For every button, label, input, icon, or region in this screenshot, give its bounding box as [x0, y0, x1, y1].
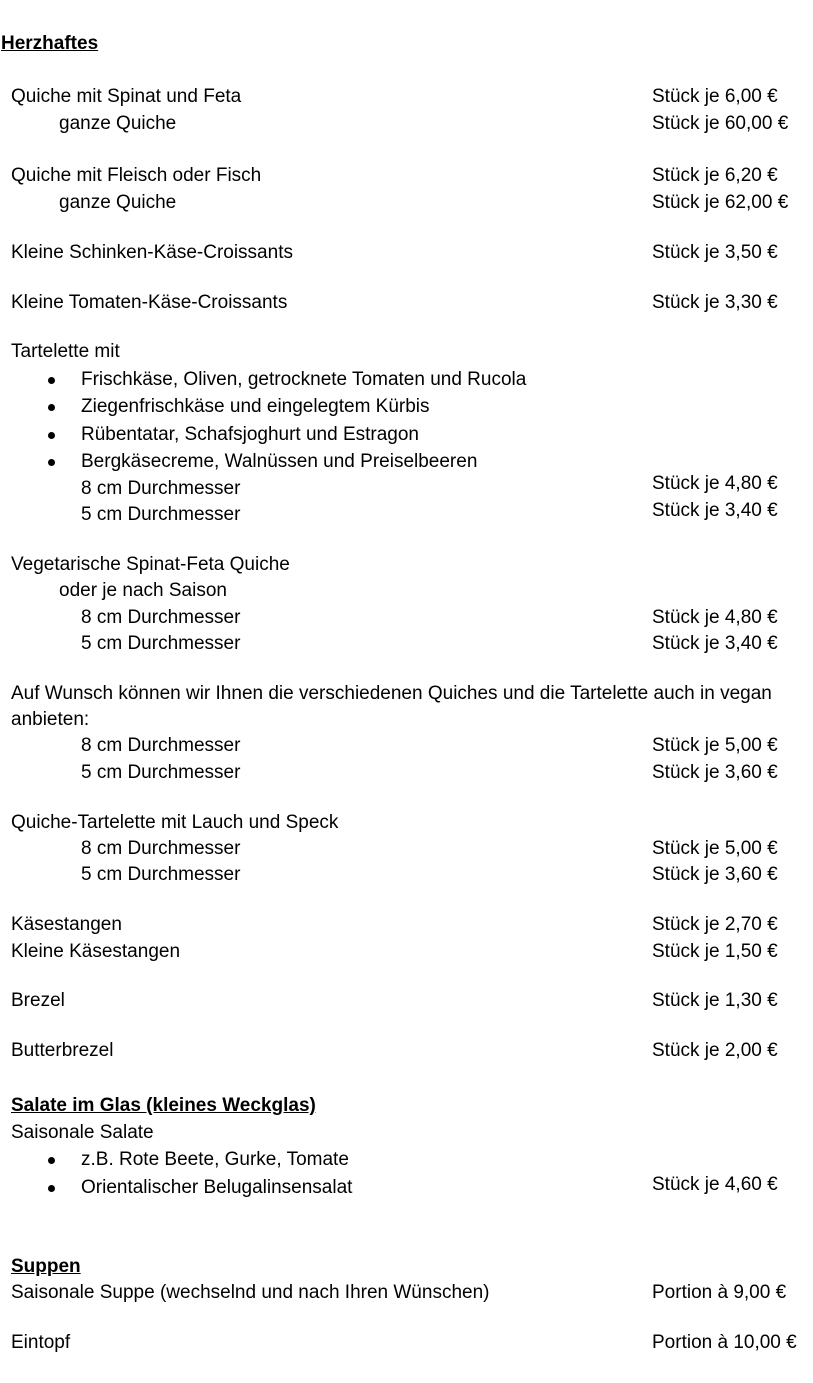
salate-option: z.B. Rote Beete, Gurke, Tomate: [81, 1149, 349, 1170]
section-heading-herzhaftes: Herzhaftes: [1, 33, 99, 54]
item-quiche-spinat-price: Stück je 6,00 €: [652, 86, 778, 107]
item-tomaten-croissants-label: Kleine Tomaten-Käse-Croissants: [11, 292, 288, 313]
bullet-icon: [48, 459, 55, 466]
item-kaesestangen-label: Käsestangen: [11, 914, 122, 935]
item-butterbrezel-label: Butterbrezel: [11, 1040, 114, 1061]
item-saisonale-suppe-label: Saisonale Suppe (wechselnd und nach Ihren Wünschen): [11, 1282, 490, 1303]
section-heading-salate: Salate im Glas (kleines Weckglas): [11, 1095, 316, 1116]
vegan-size8-price: Stück je 5,00 €: [652, 735, 778, 756]
tartelette-option: Frischkäse, Oliven, getrocknete Tomaten und Rucola: [81, 369, 527, 390]
vegan-size8-label: 8 cm Durchmesser: [81, 735, 241, 756]
item-eintopf-price: Portion à 10,00 €: [652, 1332, 797, 1353]
item-kleine-kaesestangen-label: Kleine Käsestangen: [11, 941, 181, 962]
tartelette-option: Ziegenfrischkäse und eingelegtem Kürbis: [81, 396, 430, 417]
item-lauch-label: Quiche-Tartelette mit Lauch und Speck: [11, 812, 339, 833]
lauch-size5-price: Stück je 3,60 €: [652, 864, 778, 885]
vegan-note-line1: Auf Wunsch können wir Ihnen die verschiedenen Quiches und die Tartelette auch in vegan: [11, 683, 772, 704]
veg-quiche-size8-price: Stück je 4,80 €: [652, 607, 778, 628]
bullet-icon: [48, 404, 55, 411]
lauch-size5-label: 5 cm Durchmesser: [81, 864, 241, 885]
veg-quiche-size8-label: 8 cm Durchmesser: [81, 607, 241, 628]
item-veg-quiche-sub: oder je nach Saison: [59, 580, 227, 601]
tartelette-option: Bergkäsecreme, Walnüssen und Preiselbeeren: [81, 451, 478, 472]
item-brezel-label: Brezel: [11, 990, 65, 1011]
bullet-icon: [48, 377, 55, 384]
lauch-size8-label: 8 cm Durchmesser: [81, 838, 241, 859]
item-quiche-fleisch-price: Stück je 6,20 €: [652, 165, 778, 186]
tartelette-size5-label: 5 cm Durchmesser: [81, 504, 241, 525]
bullet-icon: [48, 1185, 55, 1192]
vegan-size5-label: 5 cm Durchmesser: [81, 762, 241, 783]
veg-quiche-size5-label: 5 cm Durchmesser: [81, 633, 241, 654]
item-saisonale-suppe-price: Portion à 9,00 €: [652, 1282, 787, 1303]
tartelette-size5-price: Stück je 3,40 €: [652, 500, 778, 521]
veg-quiche-size5-price: Stück je 3,40 €: [652, 633, 778, 654]
item-quiche-spinat-label: Quiche mit Spinat und Feta: [11, 86, 242, 107]
lauch-size8-price: Stück je 5,00 €: [652, 838, 778, 859]
tartelette-option: Rübentatar, Schafsjoghurt und Estragon: [81, 424, 420, 445]
item-schinken-croissants-label: Kleine Schinken-Käse-Croissants: [11, 242, 293, 263]
item-tartelette-label: Tartelette mit: [11, 341, 120, 362]
item-schinken-croissants-price: Stück je 3,50 €: [652, 242, 778, 263]
salate-option: Orientalischer Belugalinsensalat: [81, 1177, 353, 1198]
tartelette-size8-label: 8 cm Durchmesser: [81, 478, 241, 499]
item-quiche-spinat-whole-price: Stück je 60,00 €: [652, 113, 789, 134]
tartelette-size8-price: Stück je 4,80 €: [652, 473, 778, 494]
bullet-icon: [48, 432, 55, 439]
item-salate-label: Saisonale Salate: [11, 1122, 154, 1143]
item-kleine-kaesestangen-price: Stück je 1,50 €: [652, 941, 778, 962]
section-heading-suppen: Suppen: [11, 1256, 81, 1277]
item-salate-price: Stück je 4,60 €: [652, 1174, 778, 1195]
vegan-size5-price: Stück je 3,60 €: [652, 762, 778, 783]
item-butterbrezel-price: Stück je 2,00 €: [652, 1040, 778, 1061]
item-quiche-fleisch-whole-price: Stück je 62,00 €: [652, 192, 789, 213]
item-quiche-spinat-whole-label: ganze Quiche: [59, 113, 177, 134]
item-veg-quiche-label: Vegetarische Spinat-Feta Quiche: [11, 554, 290, 575]
item-tomaten-croissants-price: Stück je 3,30 €: [652, 292, 778, 313]
item-quiche-fleisch-label: Quiche mit Fleisch oder Fisch: [11, 165, 262, 186]
vegan-note-line2: anbieten:: [11, 709, 90, 730]
item-kaesestangen-price: Stück je 2,70 €: [652, 914, 778, 935]
item-quiche-fleisch-whole-label: ganze Quiche: [59, 192, 177, 213]
bullet-icon: [48, 1157, 55, 1164]
item-brezel-price: Stück je 1,30 €: [652, 990, 778, 1011]
item-eintopf-label: Eintopf: [11, 1332, 71, 1353]
